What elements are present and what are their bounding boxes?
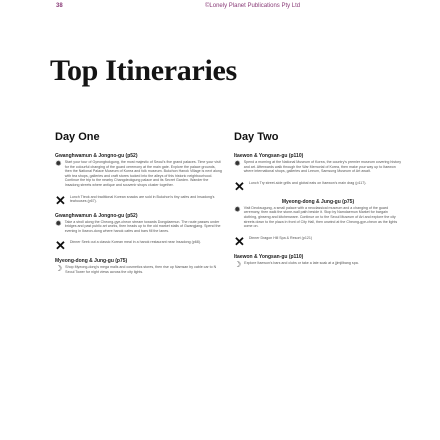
section-row [234,261,402,269]
itinerary-column-day-two [234,131,402,276]
tip-text: Dinner Seek out a classic Korean meal in a hanok restaurant near Insadong (p68). [69,240,201,245]
section-text: Take a stroll along the Cheong-gye-cheon stream towards Dongdaemun. The route passes under bridges and past public art works, then heads up to the old market stalls of Gwangjang. Spend the evening in Ikseon-dong where hanok cafes and bars fill the lanes. [64,219,221,233]
tip-text: Lunch Try street-side grills and global eats on Itaewon's main drag (p117). [248,180,367,185]
moon-icon: ☽ [55,264,63,274]
itinerary-section [55,213,223,234]
page-number: 38 [56,3,63,9]
running-head: ©Lonely Planet Publications Pty Ltd [205,3,301,9]
section-row [55,220,223,234]
itinerary-section [55,258,223,274]
itinerary-column-day-one [55,131,223,282]
section-heading: Myeong-dong & Jung-gu (p75) [281,198,355,205]
sun-icon: ✹ [234,159,241,168]
cutlery-icon: ✕ [55,238,66,254]
tip-box [234,233,402,249]
tip-box [55,192,223,208]
sun-icon: ✹ [55,159,62,168]
page-header [0,0,440,12]
itinerary-blocks [55,153,223,275]
section-heading: Itaewon & Yongsan-gu (p110) [234,153,304,159]
section-text: Explore Itaewon's bars and clubs or take a late soak at a jjimjilbang spa. [244,260,359,265]
section-row [234,160,402,174]
section-row [55,265,223,274]
section-heading: Gwanghwamun & Jongno-gu (p52) [55,153,138,159]
section-text: Shop Myeong-dong's mega malls and cosmetics stores, then rise up Namsan by cable car to N Seoul Tower for night views across the city lights. [65,265,217,274]
section-text: Spend a morning at the National Museum of Korea, the country's premier museum covering history and art. Afterwards walk through the War Memorial of Korea, then make your way up to Itaewon where international shops, galleries and Leeum, Samsung Museum of Art await. [243,160,401,174]
tip-box [234,178,402,194]
section-row [55,160,223,188]
moon-icon: ☽ [234,259,242,269]
section-heading: Itaewon & Yongsan-gu (p110) [234,253,304,260]
day-heading: Day One [55,131,100,143]
section-heading: Gwanghwamun & Jongno-gu (p52) [55,212,138,219]
tip-box [55,240,223,252]
cutlery-icon: ✕ [55,192,66,208]
itinerary-section [234,153,402,174]
day-heading: Day Two [234,131,279,143]
section-heading: Myeong-dong & Jung-gu (p75) [55,258,128,265]
cutlery-icon: ✕ [234,233,245,249]
section-text: Visit Deoksugung, a small palace with a neoclassical museum and a changing of the guard ceremony, then walk the stone-wall path beside it. Stop by Namdaemun Market for bargain clothing, ginseng and kitchenware. Continue on to the Seoul Museum of Art and explore the city streets down to the plaza in front of City Hall, then unwind at the Cheong-gye-cheon as the lights come on. [243,205,398,229]
sun-icon: ✹ [55,218,62,228]
cutlery-icon: ✕ [234,178,245,194]
page-title: Top Itineraries [50,54,237,87]
tip-text: Lunch Tteok and traditional Korean snacks are sold in Bukchon's tiny cafes and Insadong's teahouses (p67). [69,194,215,203]
itinerary-section [234,254,402,269]
itinerary-section [55,153,223,188]
section-text: Start your tour of Gyeongbokgung, the most majestic of Seoul's five grand palaces. Time your visit for the colourful changing of the guard ceremony at the main gate. Explore the palace grounds, then the National Palace Museum of Korea and folk museum. Bukchon Hanok Village is next along with tea shops, galleries and craft stores tucked into the alleys of this historic neighbourhood. Continue the trip to the nearby Changdeokgung palace and its Secret Garden. Wander the Insadong streets where antique and souvenir shops cluster together. [64,160,222,187]
sun-icon: ✹ [234,204,241,214]
tip-text: Dinner Dragon Hill Spa & Resort (p121) [248,235,313,240]
itinerary-blocks [234,153,402,269]
section-row [234,206,402,229]
itinerary-section [234,199,402,229]
